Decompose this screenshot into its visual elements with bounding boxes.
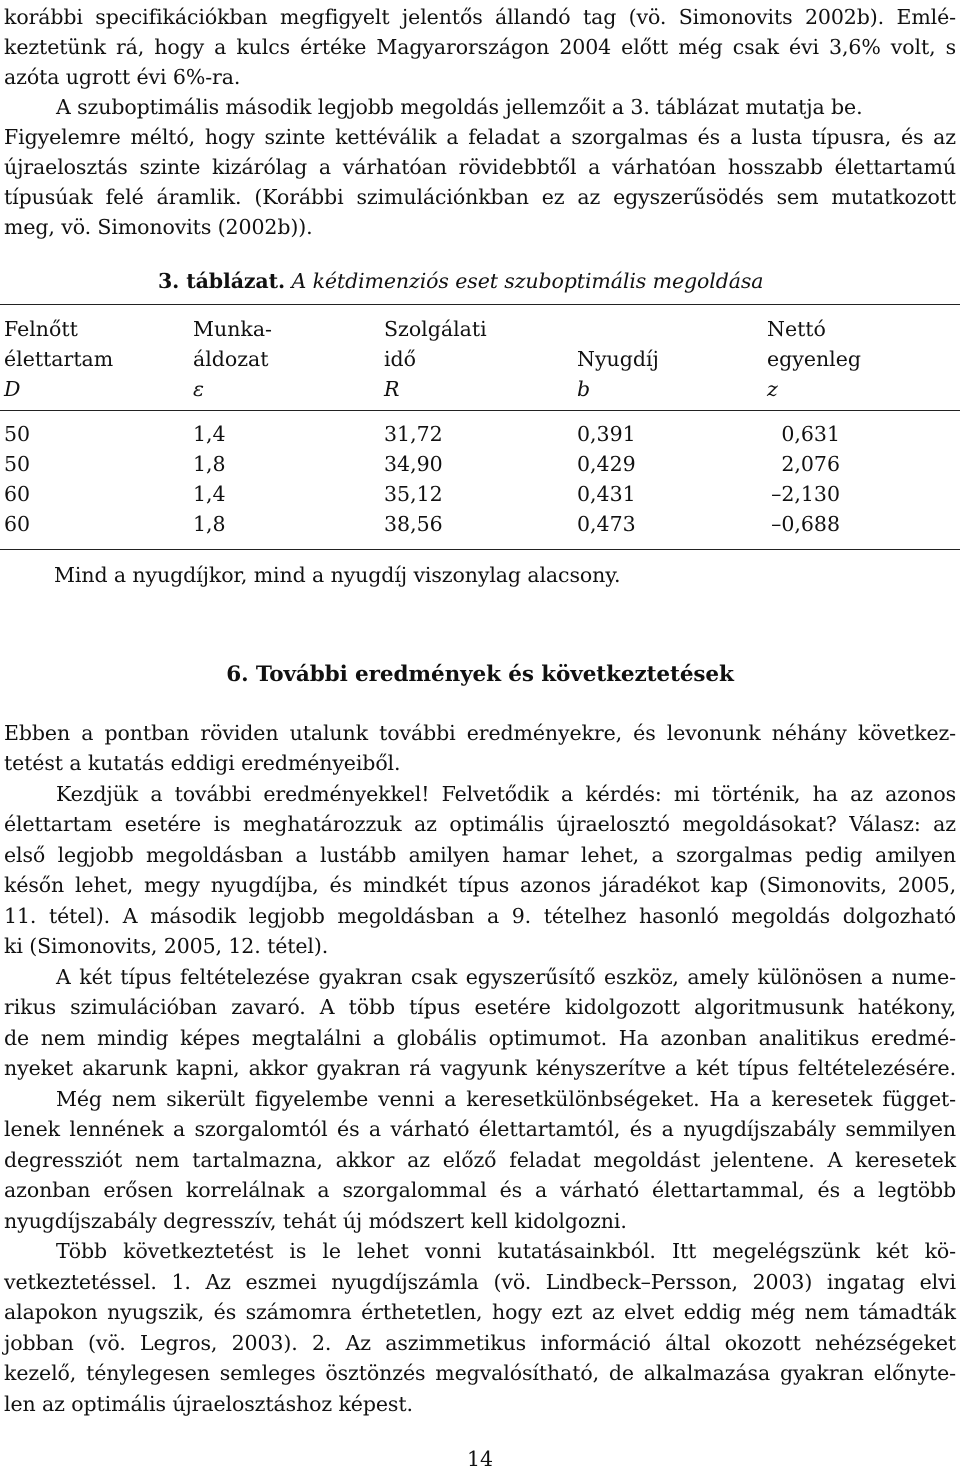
table-bottom-rule [0, 549, 960, 550]
body-line: lenek lennének a szorgalomtól és a várható élettartamtól, és a nyugdíjszabály semmilyen [4, 1117, 956, 1141]
table-cell: 50 [4, 422, 31, 446]
body-line: A két típus feltételezése gyakran csak egyszerűsítő eszköz, amely különösen a nume- [56, 965, 956, 989]
body-line: 11. tétel). A második legjobb megoldásban a 9. tételhez hasonló megoldás dolgozható [4, 904, 956, 928]
intro-line-1: korábbi specifikációkban megfigyelt jelentős állandó tag (vö. Simonovits 2002b). Emlé- [4, 5, 956, 29]
table-cell: 1,4 [193, 482, 226, 506]
header-symbol-epsilon: ε [193, 377, 205, 401]
header-szolgalati: Szolgálati [384, 317, 487, 341]
body-line: tetést a kutatás eddigi eredményeiből. [4, 751, 401, 775]
body-line: nyugdíjszabály degresszív, tehát új módszert kell kidolgozni. [4, 1209, 627, 1233]
table-cell: 60 [4, 482, 31, 506]
table-note: Mind a nyugdíjkor, mind a nyugdíj viszonylag alacsony. [54, 563, 621, 587]
section-number: 6. [226, 662, 249, 687]
header-egyenleg: egyenleg [767, 347, 861, 371]
body-line: Kezdjük a további eredményekkel! Felvetődik a kérdés: mi történik, ha az azonos [56, 782, 956, 806]
intro-line-6: újraelosztás szinte kizárólag a várhatóan rövidebbtől a várhatóan hosszabb élettartamú [4, 155, 956, 179]
header-netto: Nettó [767, 317, 826, 341]
table-cell: 60 [4, 512, 31, 536]
table-cell: 34,90 [384, 452, 443, 476]
table-cell: –2,130 [771, 482, 840, 506]
table-cell: 35,12 [384, 482, 443, 506]
body-line: alapokon nyugszik, és számomra érthetetlen, hogy ezt az elvet eddig még nem támadták [4, 1300, 956, 1324]
table-cell: 50 [4, 452, 31, 476]
body-line: későn lehet, megy nyugdíjba, és mindkét típus azonos járadékot kap (Simonovits, 2005, [4, 873, 956, 897]
body-line: jobban (vö. Legros, 2003). 2. Az aszimmetikus információ által okozott nehézségeket [4, 1331, 956, 1355]
table-cell: 31,72 [384, 422, 443, 446]
table-caption [158, 266, 958, 296]
header-munka: Munka- [193, 317, 272, 341]
table-cell: 38,56 [384, 512, 443, 536]
body-line: len az optimális újraelosztáshoz képest. [4, 1392, 413, 1416]
table-cell: 2,076 [781, 452, 840, 476]
table-cell: 0,631 [781, 422, 840, 446]
header-symbol-r: R [384, 377, 400, 401]
header-symbol-d: D [4, 377, 21, 401]
page-number: 14 [467, 1447, 493, 1471]
table-caption-label: 3. táblázat. [158, 269, 286, 293]
header-symbol-z: z [767, 377, 778, 401]
table-cell: 0,473 [577, 512, 636, 536]
table-header-rule [0, 410, 960, 411]
body-line: Több következtetést is le lehet vonni kutatásainkból. Itt megelégszünk két kö- [56, 1239, 956, 1263]
table-cell: 1,8 [193, 452, 226, 476]
header-nyugdij: Nyugdíj [577, 347, 659, 371]
intro-line-7: típusúak felé áramlik. (Korábbi szimulációnkban ez az egyszerűsödés sem mutatkozott [4, 185, 956, 209]
table-caption-text: A kétdimenziós eset szuboptimális megoldása [291, 269, 764, 293]
body-line: első legjobb megoldásban a lustább amilyen hamar lehet, a szorgalmas pedig amilyen [4, 843, 956, 867]
header-symbol-b: b [577, 377, 591, 401]
table-cell: 1,4 [193, 422, 226, 446]
table-cell: –0,688 [771, 512, 840, 536]
header-aldozat: áldozat [193, 347, 269, 371]
intro-line-2: keztetünk rá, hogy a kulcs értéke Magyarországon 2004 előtt még csak évi 3,6% volt, s [4, 35, 956, 59]
body-line: ki (Simonovits, 2005, 12. tétel). [4, 934, 329, 958]
body-line: nyeket akarunk kapni, akkor gyakran rá vagyunk kényszerítve a két típus feltételezésére. [4, 1056, 956, 1080]
section-heading [0, 660, 960, 690]
body-line: rikus szimulációban zavaró. A több típus esetére kidolgozott algoritmusunk hatékony, [4, 995, 956, 1019]
intro-line-3: azóta ugrott évi 6%-ra. [4, 65, 241, 89]
header-ido: idő [384, 347, 417, 371]
table-top-rule [0, 304, 960, 305]
intro-line-8: meg, vö. Simonovits (2002b)). [4, 215, 313, 239]
section-title: További eredmények és következtetések [255, 662, 734, 687]
body-line: degressziót nem tartalmazna, akkor az előző feladat megoldást jelentene. A keresetek [4, 1148, 956, 1172]
intro-line-5: Figyelemre méltó, hogy szinte kettéválik a feladat a szorgalmas és a lusta típusra, és az [4, 125, 956, 149]
header-elettartam: élettartam [4, 347, 114, 371]
header-felnott: Felnőtt [4, 317, 78, 341]
intro-line-4: A szuboptimális második legjobb megoldás jellemzőit a 3. táblázat mutatja be. [56, 95, 863, 119]
body-line: kezelő, ténylegesen semleges ösztönzés megvalósítható, de alkalmazása gyakran előnyte- [4, 1361, 956, 1385]
body-line: azonban erősen korrelálnak a szorgalommal és a várható élettartammal, és a legtöbb [4, 1178, 956, 1202]
body-line: vetkeztetéssel. 1. Az eszmei nyugdíjszámla (vö. Lindbeck–Persson, 2003) ingatag elvi [4, 1270, 956, 1294]
body-line: de nem mindig képes megtalálni a globális optimumot. Ha azonban analitikus eredmé- [4, 1026, 956, 1050]
table-cell: 0,431 [577, 482, 636, 506]
body-line: élettartam esetére is meghatározzuk az optimális újraelosztó megoldásokat? Válasz: az [4, 812, 956, 836]
table-cell: 1,8 [193, 512, 226, 536]
body-line: Még nem sikerült figyelembe venni a keresetkülönbségeket. Ha a keresetek függet- [56, 1087, 956, 1111]
body-line: Ebben a pontban röviden utalunk további eredményekre, és levonunk néhány következ- [4, 721, 956, 745]
table-cell: 0,429 [577, 452, 636, 476]
table-cell: 0,391 [577, 422, 636, 446]
